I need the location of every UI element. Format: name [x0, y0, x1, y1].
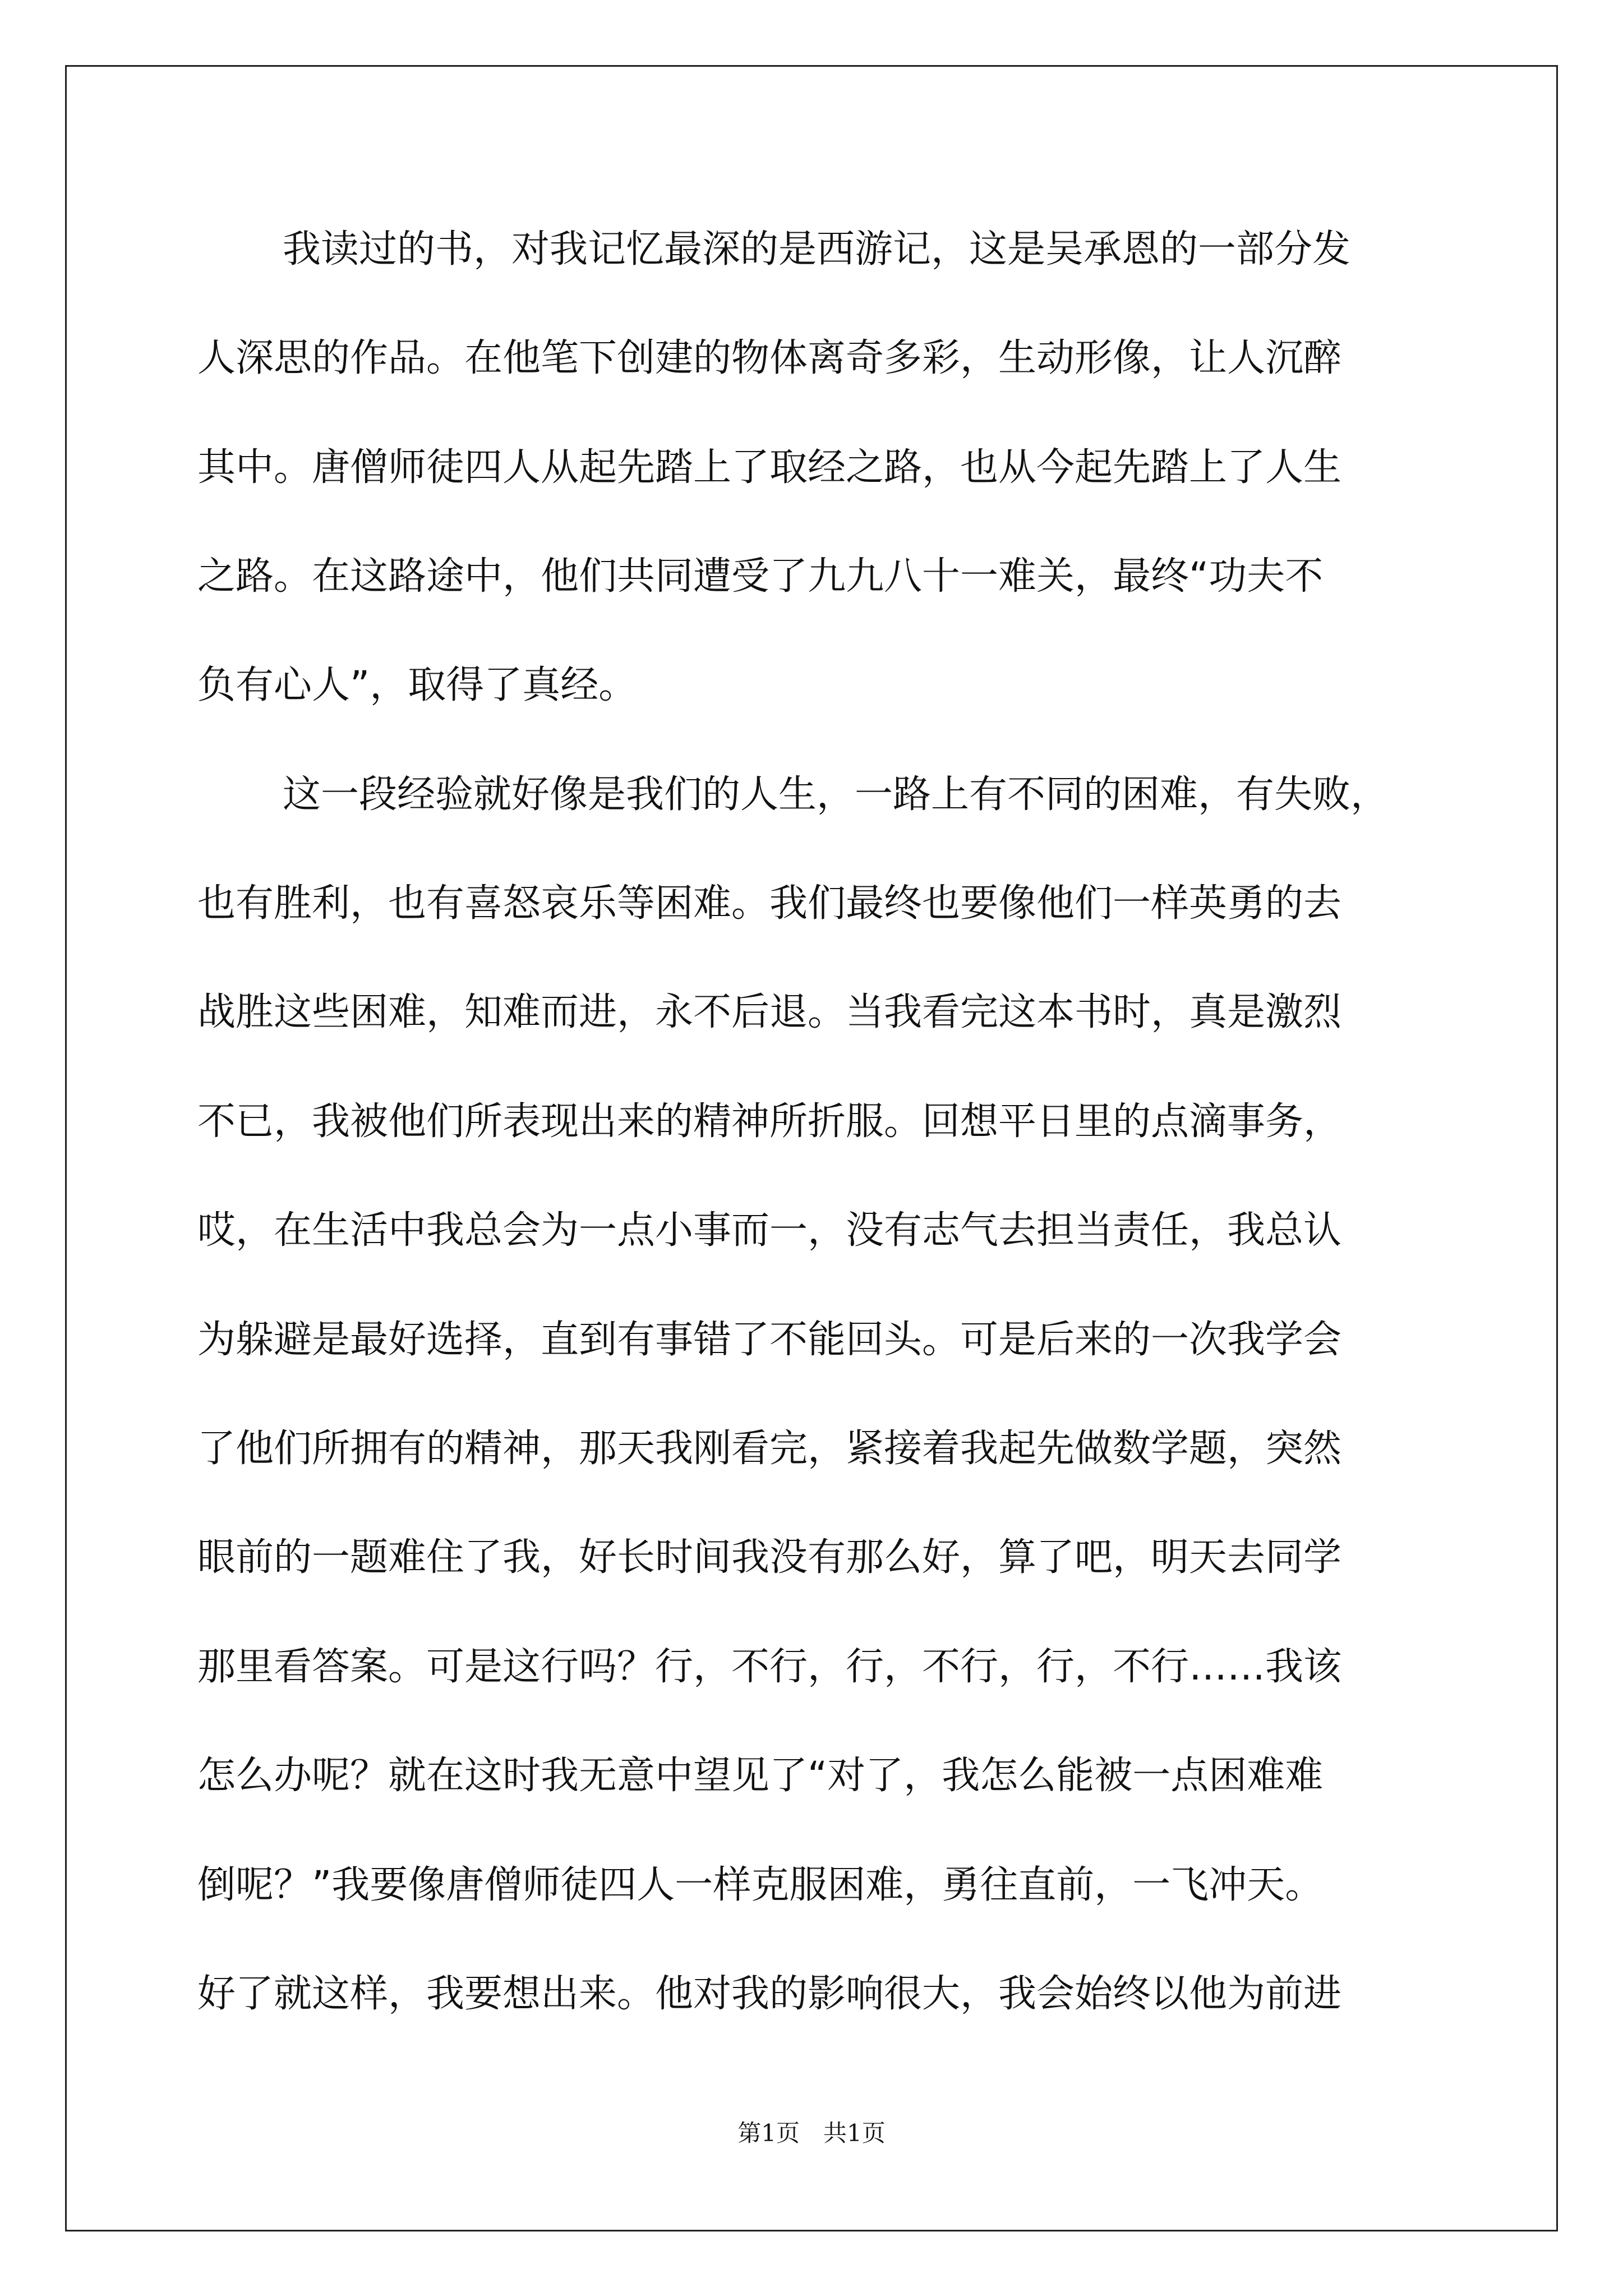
paragraph-1-line-5: 负有心人”，取得了真经。: [197, 663, 637, 707]
paragraph-2-line-11: 倒呢？”我要像唐僧师徒四人一样克服困难，勇往直前，一飞冲天。: [197, 1863, 1324, 1907]
paragraph-1-line-2: 人深思的作品。在他笔下创建的物体离奇多彩，生动形像，让人沉醉: [197, 336, 1342, 380]
paragraph-2-line-7: 了他们所拥有的精神，那天我刚看完，紧接着我起先做数学题，突然: [197, 1427, 1342, 1471]
paragraph-1-line-4: 之路。在这路途中，他们共同遭受了九九八十一难关，最终“功夫不: [197, 554, 1324, 599]
page-number-footer: 第1页 共1页: [737, 2119, 886, 2147]
paragraph-2-line-9: 那里看答案。可是这行吗？行，不行，行，不行，行，不行……我该: [197, 1645, 1342, 1689]
paragraph-1-line-3: 其中。唐僧师徒四人从起先踏上了取经之路，也从今起先踏上了人生: [197, 445, 1342, 490]
paragraph-2-line-1: 这一段经验就好像是我们的人生，一路上有不同的困难，有失败，: [283, 772, 1389, 817]
paragraph-1-line-1: 我读过的书，对我记忆最深的是西游记，这是吴承恩的一部分发: [283, 227, 1351, 272]
paragraph-2-line-2: 也有胜利，也有喜怒哀乐等困难。我们最终也要像他们一样英勇的去: [197, 881, 1342, 926]
paragraph-2-line-10: 怎么办呢？就在这时我无意中望见了“对了，我怎么能被一点困难难: [197, 1754, 1324, 1798]
paragraph-2-line-8: 眼前的一题难住了我，好长时间我没有那么好，算了吧，明天去同学: [197, 1535, 1342, 1580]
paragraph-2-line-3: 战胜这些困难，知难而进，永不后退。当我看完这本书时，真是激烈: [197, 990, 1342, 1034]
paragraph-2-line-4: 不已，我被他们所表现出来的精神所折服。回想平日里的点滴事务，: [197, 1099, 1342, 1144]
paragraph-2-line-12: 好了就这样，我要想出来。他对我的影响很大，我会始终以他为前进: [197, 1972, 1342, 2016]
paragraph-2-line-5: 哎，在生活中我总会为一点小事而一，没有志气去担当责任，我总认: [197, 1208, 1342, 1253]
paragraph-2-line-6: 为躲避是最好选择，直到有事错了不能回头。可是后来的一次我学会: [197, 1318, 1342, 1362]
